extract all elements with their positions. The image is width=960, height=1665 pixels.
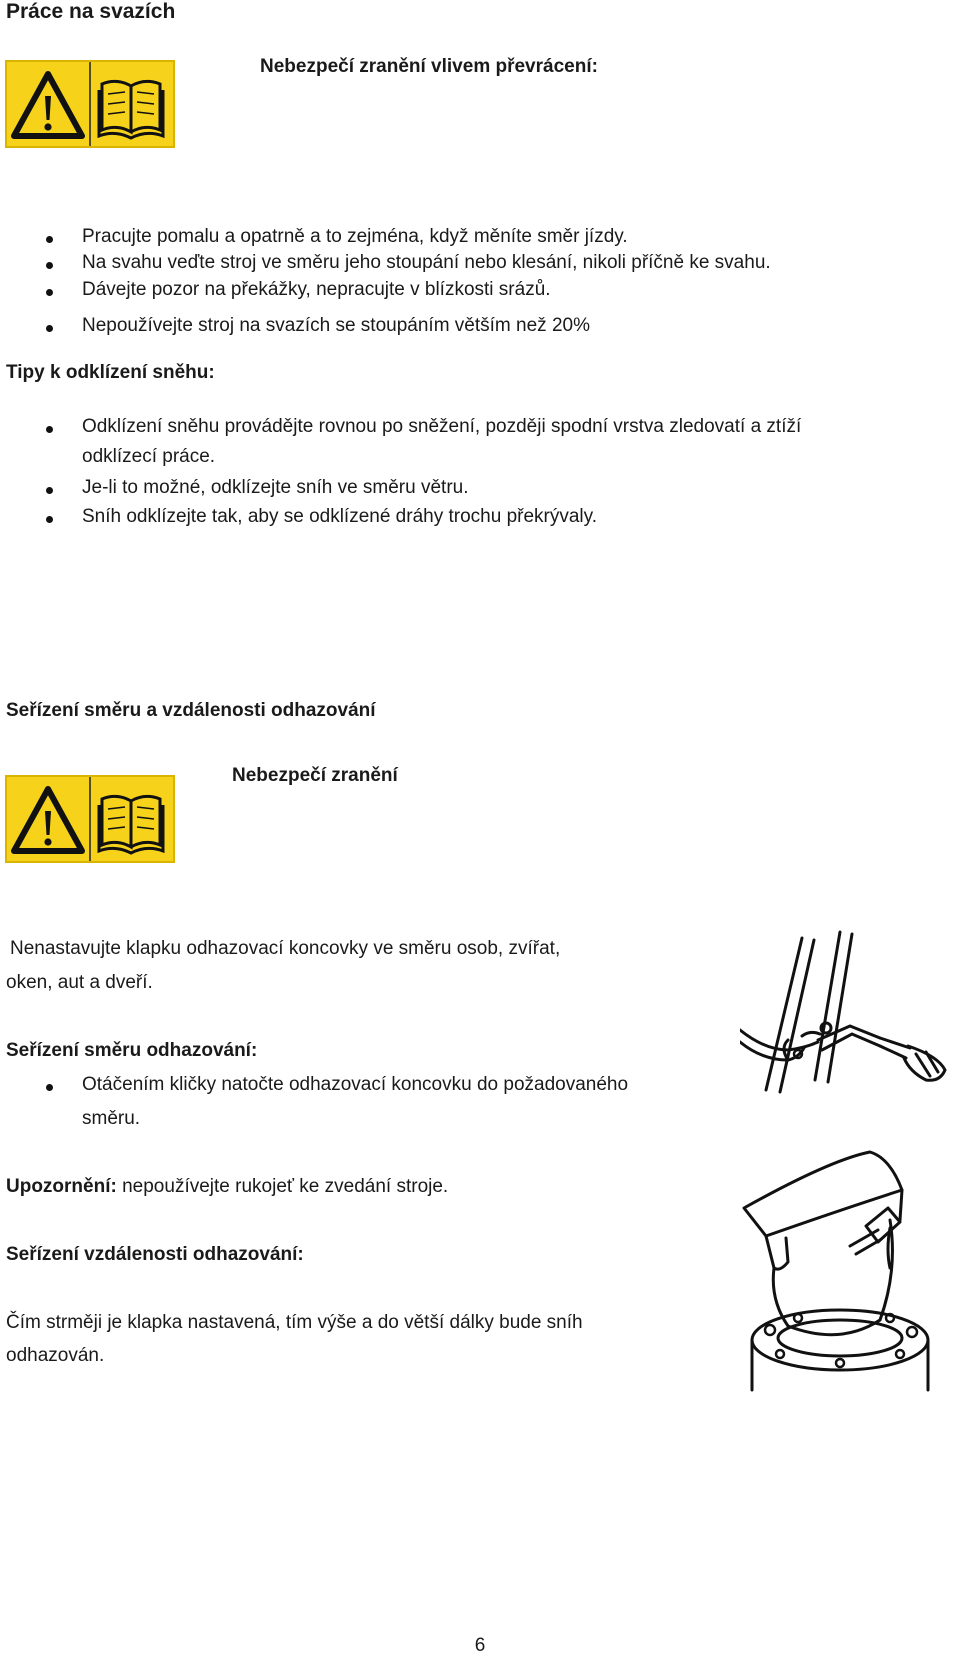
bullet-dot	[46, 426, 53, 433]
distance-paragraph-line1: Čím strměji je klapka nastavená, tím výše a do větší dálky bude sníh	[6, 1312, 583, 1333]
caution-paragraph-line2: oken, aut a dveří.	[6, 972, 153, 993]
page-number: 6	[474, 1635, 486, 1656]
list-item-continuation: směru.	[82, 1108, 141, 1129]
list-item: Je-li to možné, odklízejte sníh ve směru větru.	[82, 477, 469, 498]
warning-triangle-icon	[14, 789, 82, 851]
list-item: Otáčením kličky natočte odhazovací koncovku do požadovaného	[82, 1074, 629, 1095]
manual-book-icon	[99, 81, 163, 138]
section-title-throw-adjustment: Seřízení směru a vzdálenosti odhazování	[6, 700, 376, 721]
bullet-dot	[46, 1084, 53, 1091]
list-item: Sníh odklízejte tak, aby se odklízené dráhy trochu překrývaly.	[82, 506, 598, 527]
bullet-dot	[46, 487, 53, 494]
bullet-dot	[46, 516, 53, 523]
distance-adjust-title: Seřízení vzdálenosti odhazování:	[6, 1244, 304, 1265]
direction-adjust-title: Seřízení směru odhazování:	[6, 1040, 258, 1061]
distance-paragraph-line2: odhazován.	[6, 1345, 105, 1366]
crank-handle-illustration	[740, 930, 955, 1100]
caution-paragraph-line1: Nenastavujte klapku odhazovací koncovky ve směru osob, zvířat,	[10, 938, 561, 959]
bullet-dot	[46, 262, 53, 269]
section-title-slopes: Práce na svazích	[6, 0, 176, 23]
bullet-dot	[46, 325, 53, 332]
warning-heading-injury: Nebezpečí zranění	[232, 765, 398, 786]
note-label: Upozornění:	[6, 1176, 117, 1197]
list-item: Odklízení sněhu provádějte rovnou po sněžení, později spodní vrstva zledovatí a ztíží	[82, 416, 802, 437]
note-text: nepoužívejte rukojeť ke zvedání stroje.	[116, 1176, 449, 1197]
note-line	[6, 1176, 448, 1198]
list-item: Nepoužívejte stroj na svazích se stoupáním větším než 20%	[82, 315, 590, 336]
bullet-dot	[46, 289, 53, 296]
list-item: Dávejte pozor na překážky, nepracujte v blízkosti srázů.	[82, 279, 551, 300]
warning-manual-sign	[5, 60, 175, 148]
bullet-dot	[46, 236, 53, 243]
warning-heading-rollover: Nebezpečí zranění vlivem převrácení:	[260, 56, 598, 77]
list-item-continuation: odklízecí práce.	[82, 446, 216, 467]
manual-book-icon	[99, 796, 163, 853]
section-title-snow-tips: Tipy k odklízení sněhu:	[6, 362, 215, 383]
list-item: Pracujte pomalu a opatrně a to zejména, když měníte směr jízdy.	[82, 226, 628, 247]
warning-manual-sign	[5, 775, 175, 863]
chute-deflector-illustration	[740, 1150, 955, 1400]
warning-triangle-icon	[14, 74, 82, 136]
list-item: Na svahu veďte stroj ve směru jeho stoupání nebo klesání, nikoli příčně ke svahu.	[82, 252, 771, 273]
